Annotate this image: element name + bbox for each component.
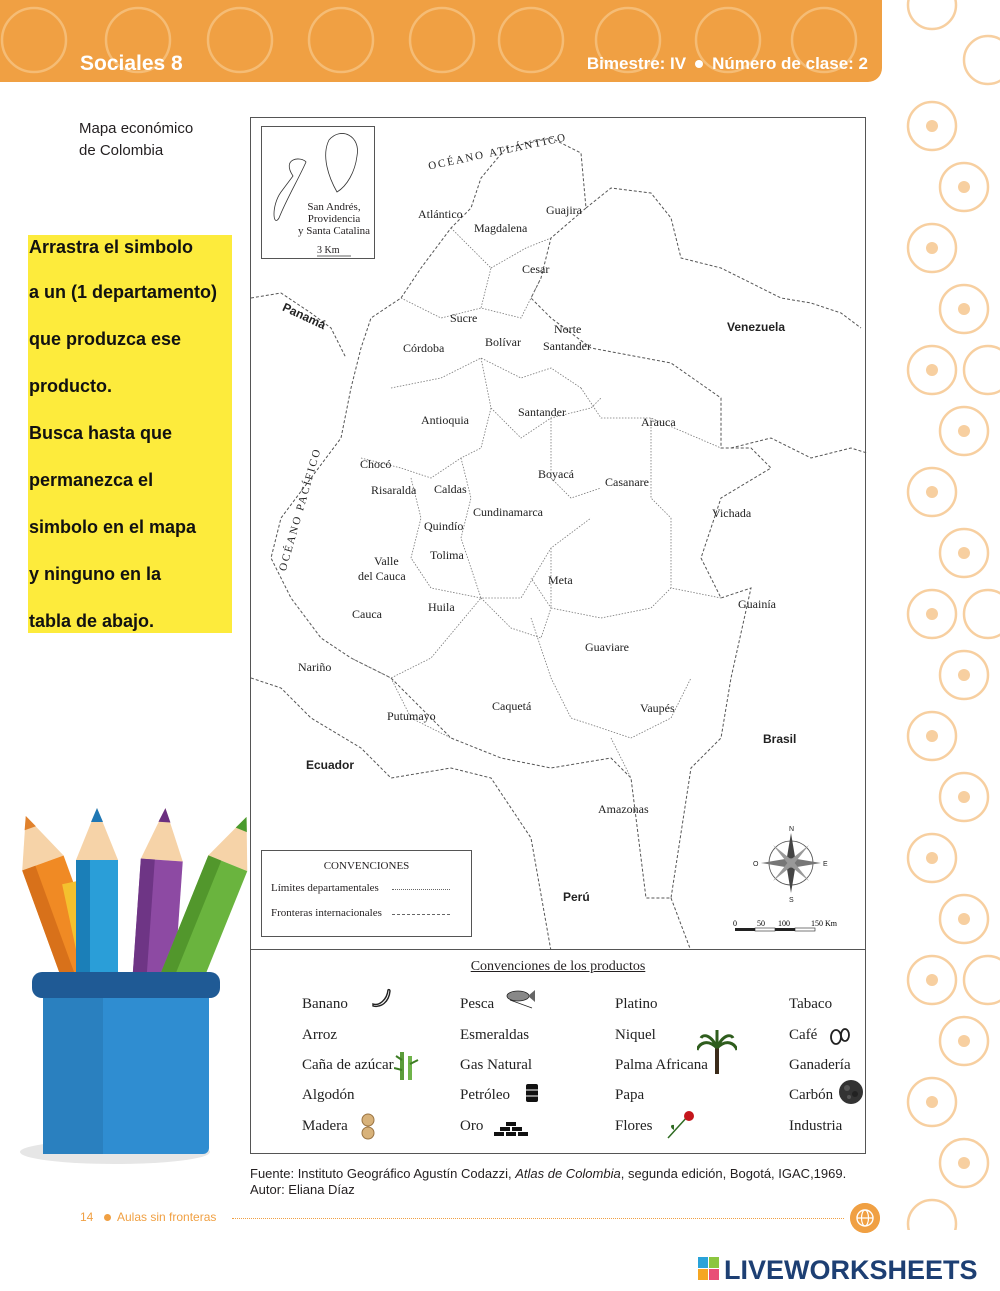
map-title-line2: de Colombia bbox=[79, 142, 164, 159]
dept-cesar: Cesar bbox=[522, 262, 550, 276]
inset-scale: 3 Km bbox=[317, 245, 340, 256]
dept-meta: Meta bbox=[548, 573, 573, 587]
dept-cauca: Cauca bbox=[352, 607, 382, 621]
dept-guainia: Guainía bbox=[738, 597, 776, 611]
product-petroleo: Petróleo bbox=[460, 1087, 510, 1103]
product-pesca: Pesca bbox=[460, 996, 495, 1012]
map-scale-bar bbox=[731, 918, 841, 938]
rose-icon[interactable] bbox=[664, 1110, 696, 1140]
scale-label: 150 Km bbox=[811, 919, 837, 928]
country-venezuela: Venezuela bbox=[727, 320, 786, 334]
product-carbon: Carbón bbox=[789, 1087, 834, 1103]
country-panama: Panamá bbox=[280, 299, 329, 333]
atlantic-label: OCÉANO ATLÁNTICO bbox=[427, 131, 569, 173]
dept-norte-santander-2: Santander bbox=[543, 339, 591, 353]
dept-santander: Santander bbox=[518, 405, 566, 419]
source-prefix: Fuente: Instituto Geográfico Agustín Codazzi, bbox=[250, 1166, 512, 1181]
palm-tree-icon[interactable] bbox=[697, 1030, 737, 1074]
page-number: 14 bbox=[80, 1210, 94, 1224]
inset-line3: y Santa Catalina bbox=[297, 225, 371, 237]
dept-antioquia: Antioquia bbox=[421, 413, 469, 427]
country-ecuador: Ecuador bbox=[306, 758, 355, 772]
scale-label: 100 bbox=[778, 919, 790, 928]
source-suffix: , segunda edición, Bogotá, IGAC,1969. bbox=[620, 1166, 847, 1181]
product-industria: Industria bbox=[789, 1118, 843, 1134]
lesson-meta bbox=[587, 54, 868, 74]
dept-choco: Chocó bbox=[360, 457, 392, 471]
compass-n: N bbox=[789, 826, 795, 833]
liveworksheets-logo-icon bbox=[698, 1257, 720, 1281]
country-brasil: Brasil bbox=[763, 732, 797, 746]
product-papa: Papa bbox=[615, 1087, 645, 1103]
footer-divider bbox=[232, 1218, 844, 1219]
source-atlas: Atlas de Colombia bbox=[515, 1166, 621, 1181]
dept-guaviare: Guaviare bbox=[585, 640, 629, 654]
separator-dot bbox=[695, 60, 703, 68]
instruction-line: simbolo en el mapa bbox=[29, 517, 197, 537]
country-peru: Perú bbox=[563, 890, 590, 904]
instruction-line: y ninguno en la bbox=[29, 564, 162, 584]
product-ganaderia: Ganadería bbox=[789, 1057, 851, 1073]
source-author: Autor: Eliana Díaz bbox=[250, 1182, 355, 1197]
gold-bars-icon[interactable] bbox=[494, 1121, 530, 1137]
dept-guajira: Guajira bbox=[546, 203, 582, 217]
instructions-box bbox=[28, 235, 232, 633]
coffee-bean-icon[interactable] bbox=[829, 1026, 851, 1048]
dept-cordoba: Córdoba bbox=[403, 341, 445, 355]
subject-title: Sociales 8 bbox=[80, 52, 183, 75]
scale-label: 50 bbox=[757, 919, 765, 928]
banana-icon[interactable] bbox=[369, 986, 393, 1010]
instruction-line: a un (1 departamento) bbox=[29, 282, 218, 302]
dept-casanare: Casanare bbox=[605, 475, 649, 489]
dept-valle-1: Valle bbox=[374, 554, 399, 568]
footer-dot bbox=[104, 1214, 111, 1221]
dept-bolivar: Bolívar bbox=[485, 335, 521, 349]
legend-limits: Límites departamentales bbox=[271, 882, 379, 894]
coal-icon[interactable] bbox=[837, 1078, 865, 1106]
product-flores: Flores bbox=[615, 1118, 653, 1134]
product-platino: Platino bbox=[615, 996, 658, 1012]
product-palma: Palma Africana bbox=[615, 1057, 708, 1073]
dept-sucre: Sucre bbox=[450, 311, 478, 325]
inset-line2: Providencia bbox=[307, 213, 361, 225]
wood-icon[interactable] bbox=[358, 1113, 378, 1141]
product-banano: Banano bbox=[302, 996, 348, 1012]
colombia-map[interactable] bbox=[250, 117, 866, 950]
bimestre-label: Bimestre: IV bbox=[586, 54, 687, 73]
header-bar bbox=[0, 0, 882, 82]
dept-caqueta: Caquetá bbox=[492, 699, 532, 713]
legend-borders: Fronteras internacionales bbox=[271, 907, 382, 919]
dept-quindio: Quindío bbox=[424, 519, 464, 533]
product-madera: Madera bbox=[302, 1118, 348, 1134]
scale-label: 0 bbox=[733, 919, 737, 928]
instruction-line: que produzca ese bbox=[29, 329, 182, 349]
legend-borders-line bbox=[392, 914, 450, 915]
footer-text: Aulas sin fronteras bbox=[117, 1210, 217, 1224]
sugarcane-icon[interactable] bbox=[394, 1050, 420, 1080]
instruction-line: producto. bbox=[29, 376, 112, 396]
dept-vaupes: Vaupés bbox=[640, 701, 675, 715]
product-cana: Caña de azúcar bbox=[302, 1057, 394, 1073]
compass-o: O bbox=[753, 861, 759, 868]
dept-cundinamarca: Cundinamarca bbox=[473, 505, 543, 519]
pacific-label: OCÉANO PACÍFICO bbox=[277, 446, 324, 573]
product-arroz: Arroz bbox=[302, 1027, 337, 1043]
product-esmeraldas: Esmeraldas bbox=[460, 1027, 530, 1043]
page-footer bbox=[80, 1208, 880, 1228]
instruction-line: tabla de abajo. bbox=[29, 611, 155, 631]
dept-amazonas: Amazonas bbox=[598, 802, 649, 816]
dept-narino: Nariño bbox=[298, 660, 332, 674]
dept-caldas: Caldas bbox=[434, 482, 467, 496]
map-title-line1: Mapa económico bbox=[79, 120, 194, 137]
products-table bbox=[250, 950, 866, 1154]
san-andres-inset bbox=[261, 126, 375, 259]
dept-norte-santander-1: Norte bbox=[554, 322, 582, 336]
dept-boyaca: Boyacá bbox=[538, 467, 574, 481]
legend-limits-line bbox=[392, 889, 450, 890]
fish-icon[interactable] bbox=[504, 986, 536, 1010]
instruction-line: Arrastra el simbolo bbox=[29, 237, 194, 257]
product-tabaco: Tabaco bbox=[789, 996, 833, 1012]
instruction-line: permanezca el bbox=[29, 470, 154, 490]
dept-valle-2: del Cauca bbox=[358, 569, 406, 583]
legend-title: CONVENCIONES bbox=[323, 860, 410, 872]
instruction-line: Busca hasta que bbox=[29, 423, 173, 443]
dept-arauca: Arauca bbox=[641, 415, 676, 429]
source-line bbox=[250, 1166, 846, 1182]
product-oro: Oro bbox=[460, 1118, 484, 1134]
map-legend bbox=[261, 850, 472, 937]
dept-risaralda: Risaralda bbox=[371, 483, 417, 497]
class-number-label: Número de clase: 2 bbox=[712, 54, 868, 73]
product-algodon: Algodón bbox=[302, 1087, 355, 1103]
brand-wordmark: LIVEWORKSHEETS bbox=[724, 1255, 978, 1285]
compass-e: E bbox=[823, 861, 828, 868]
product-cafe: Café bbox=[789, 1027, 818, 1043]
inset-line1: San Andrés, bbox=[307, 201, 361, 213]
oil-barrel-icon[interactable] bbox=[524, 1083, 540, 1103]
side-icon-column bbox=[900, 0, 1000, 1230]
source-citation bbox=[250, 1166, 846, 1198]
inset-caption bbox=[292, 201, 376, 237]
compass-rose-icon bbox=[751, 823, 831, 903]
products-title: Convenciones de los productos bbox=[470, 959, 646, 974]
dept-putumayo: Putumayo bbox=[387, 709, 436, 723]
scale-bar-graphic bbox=[731, 918, 841, 938]
compass-s: S bbox=[789, 897, 794, 903]
dept-tolima: Tolima bbox=[430, 548, 464, 562]
product-gas: Gas Natural bbox=[460, 1057, 533, 1073]
dept-atlantico: Atlántico bbox=[418, 207, 463, 221]
dept-huila: Huila bbox=[428, 600, 455, 614]
globe-icon bbox=[850, 1203, 880, 1233]
pencil-cup-illustration bbox=[10, 800, 255, 1170]
map-title bbox=[79, 118, 239, 162]
dept-magdalena: Magdalena bbox=[474, 221, 528, 235]
dept-vichada: Vichada bbox=[712, 506, 752, 520]
product-niquel: Niquel bbox=[615, 1027, 656, 1043]
